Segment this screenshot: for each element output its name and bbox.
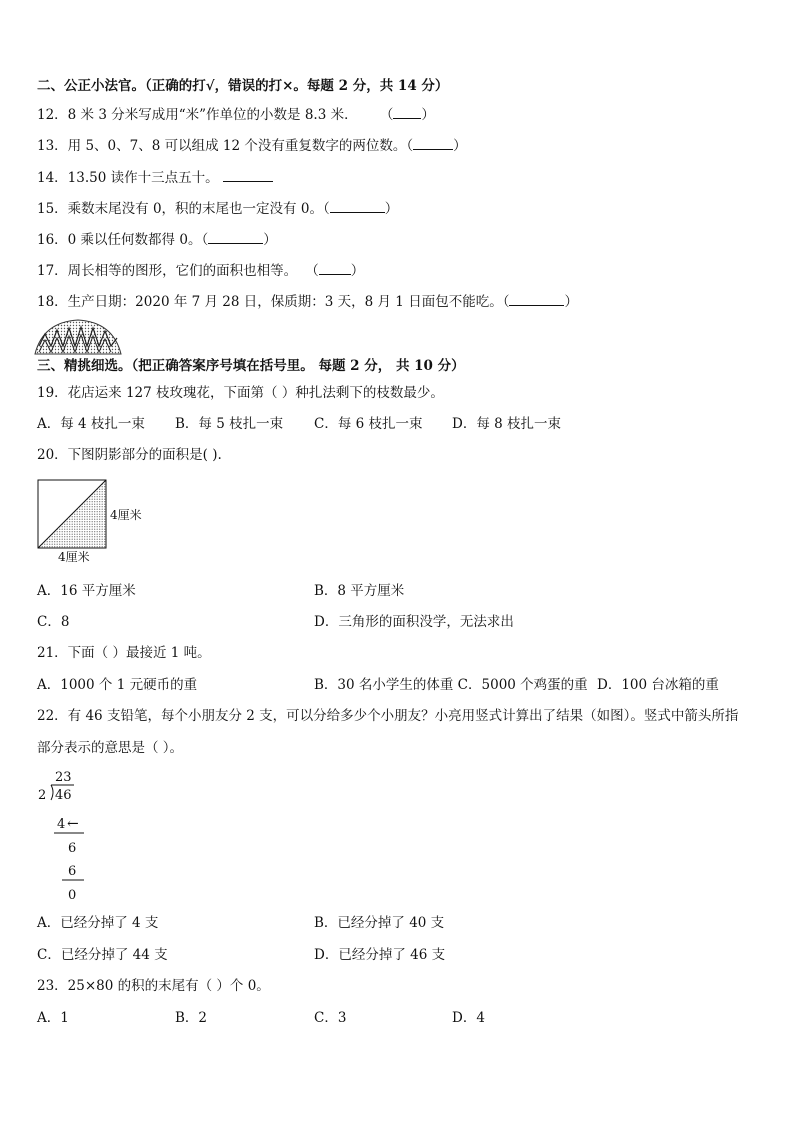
q19-option-c[interactable]: C．每 6 枝扎一束 (314, 416, 423, 432)
divisor: 2 (38, 788, 47, 803)
question-22-line2: 部分表示的意思是（ ）。 (37, 740, 184, 756)
question-18: 18．生产日期：2020 年 7 月 28 日，保质期：3 天，8 月 1 日面包不能吃。（ ） (37, 291, 578, 311)
question-14-text: 14．13.50 读作十三点五十。 (37, 170, 219, 186)
long-division-figure (34, 766, 104, 906)
question-12-text: 12．8 米 3 分米写成用“米”作单位的小数是 8.3 米． (37, 107, 358, 123)
question-20: 20．下图阴影部分的面积是( ). (37, 447, 222, 463)
question-21: 21．下面（ ）最接近 1 吨。 (37, 645, 211, 661)
question-14 (37, 167, 273, 187)
decorative-dome-icon (33, 318, 123, 356)
q22-option-a[interactable]: A．已经分掉了 4 支 (37, 915, 159, 931)
answer-blank-17[interactable] (319, 260, 351, 275)
question-15-text: 15．乘数末尾没有 0，积的末尾也一定没有 0。 (37, 201, 323, 217)
q20-option-d[interactable]: D．三角形的面积没学，无法求出 (314, 614, 514, 630)
question-13: 13．用 5、0、7、8 可以组成 12 个没有重复数字的两位数。（ ） (37, 135, 467, 155)
question-22-line1: 22．有 46 支铅笔，每个小朋友分 2 支，可以分给多少个小朋友？小亮用竖式计算出了结果（如图）。竖式中箭头所指 (37, 708, 739, 724)
q22-option-d[interactable]: D．已经分掉了 46 支 (314, 947, 446, 963)
q23-option-a[interactable]: A．1 (37, 1010, 69, 1026)
division-remainder-1: 6 (68, 841, 77, 856)
section-2-heading: 二、公正小法官。（正确的打√，错误的打×。每题 2 分，共 14 分） (37, 78, 449, 94)
answer-blank-15[interactable] (330, 198, 385, 213)
arrow-left-icon: ← (67, 816, 79, 832)
question-16: 16．0 乘以任何数都得 0。（ ） (37, 229, 277, 249)
answer-blank-18[interactable] (509, 291, 564, 306)
q21-option-d[interactable]: D．100 台冰箱的重 (597, 677, 719, 693)
q21-option-a[interactable]: A．1000 个 1 元硬币的重 (37, 677, 198, 693)
square-triangle-figure (36, 478, 156, 568)
answer-blank-12[interactable] (393, 104, 421, 119)
question-17: 17．周长相等的图形，它们的面积也相等。 （ ） (37, 260, 364, 280)
q20-option-a[interactable]: A．16 平方厘米 (37, 583, 136, 599)
q19-option-d[interactable]: D．每 8 枝扎一束 (452, 416, 561, 432)
answer-blank-14[interactable] (223, 167, 273, 182)
q20-option-c[interactable]: C．8 (37, 614, 70, 630)
answer-blank-13[interactable] (413, 135, 453, 150)
side-length-label: 4厘米 (110, 508, 142, 522)
q22-option-c[interactable]: C．已经分掉了 44 支 (37, 947, 168, 963)
question-16-text: 16．0 乘以任何数都得 0。 (37, 232, 202, 248)
division-step-1: 4 (57, 817, 66, 832)
answer-blank-16[interactable] (208, 229, 263, 244)
quotient: 23 (55, 770, 72, 785)
q20-option-b[interactable]: B．8 平方厘米 (314, 583, 405, 599)
q19-option-a[interactable]: A．每 4 枝扎一束 (37, 416, 145, 432)
division-remainder-2: 0 (68, 888, 77, 903)
q21-option-bc[interactable]: B．30 名小学生的体重 C．5000 个鸡蛋的重 (314, 677, 588, 693)
division-step-2: 6 (68, 864, 77, 879)
question-13-text: 13．用 5、0、7、8 可以组成 12 个没有重复数字的两位数。 (37, 138, 407, 154)
q19-option-b[interactable]: B．每 5 枝扎一束 (175, 416, 284, 432)
question-18-text: 18．生产日期：2020 年 7 月 28 日，保质期：3 天，8 月 1 日面包不能吃。 (37, 294, 503, 310)
q23-option-d[interactable]: D．4 (452, 1010, 485, 1026)
question-19: 19．花店运来 127 枝玫瑰花，下面第（ ）种扎法剩下的枝数最少。 (37, 385, 444, 401)
dividend: 46 (55, 788, 72, 803)
q23-option-c[interactable]: C．3 (314, 1010, 347, 1026)
q22-option-b[interactable]: B．已经分掉了 40 支 (314, 915, 445, 931)
question-12: 12．8 米 3 分米写成用“米”作单位的小数是 8.3 米． （ ） (37, 104, 435, 124)
q23-option-b[interactable]: B．2 (175, 1010, 208, 1026)
division-bracket (51, 785, 53, 800)
question-23: 23．25×80 的积的末尾有（ ）个 0。 (37, 978, 270, 994)
question-17-text: 17．周长相等的图形，它们的面积也相等。 (37, 263, 298, 279)
section-3-heading: 三、精挑细选。（把正确答案序号填在括号里。 每题 2 分， 共 10 分） (37, 358, 465, 374)
question-15: 15．乘数末尾没有 0，积的末尾也一定没有 0。（ ） (37, 198, 398, 218)
bottom-length-label: 4厘米 (58, 550, 90, 564)
